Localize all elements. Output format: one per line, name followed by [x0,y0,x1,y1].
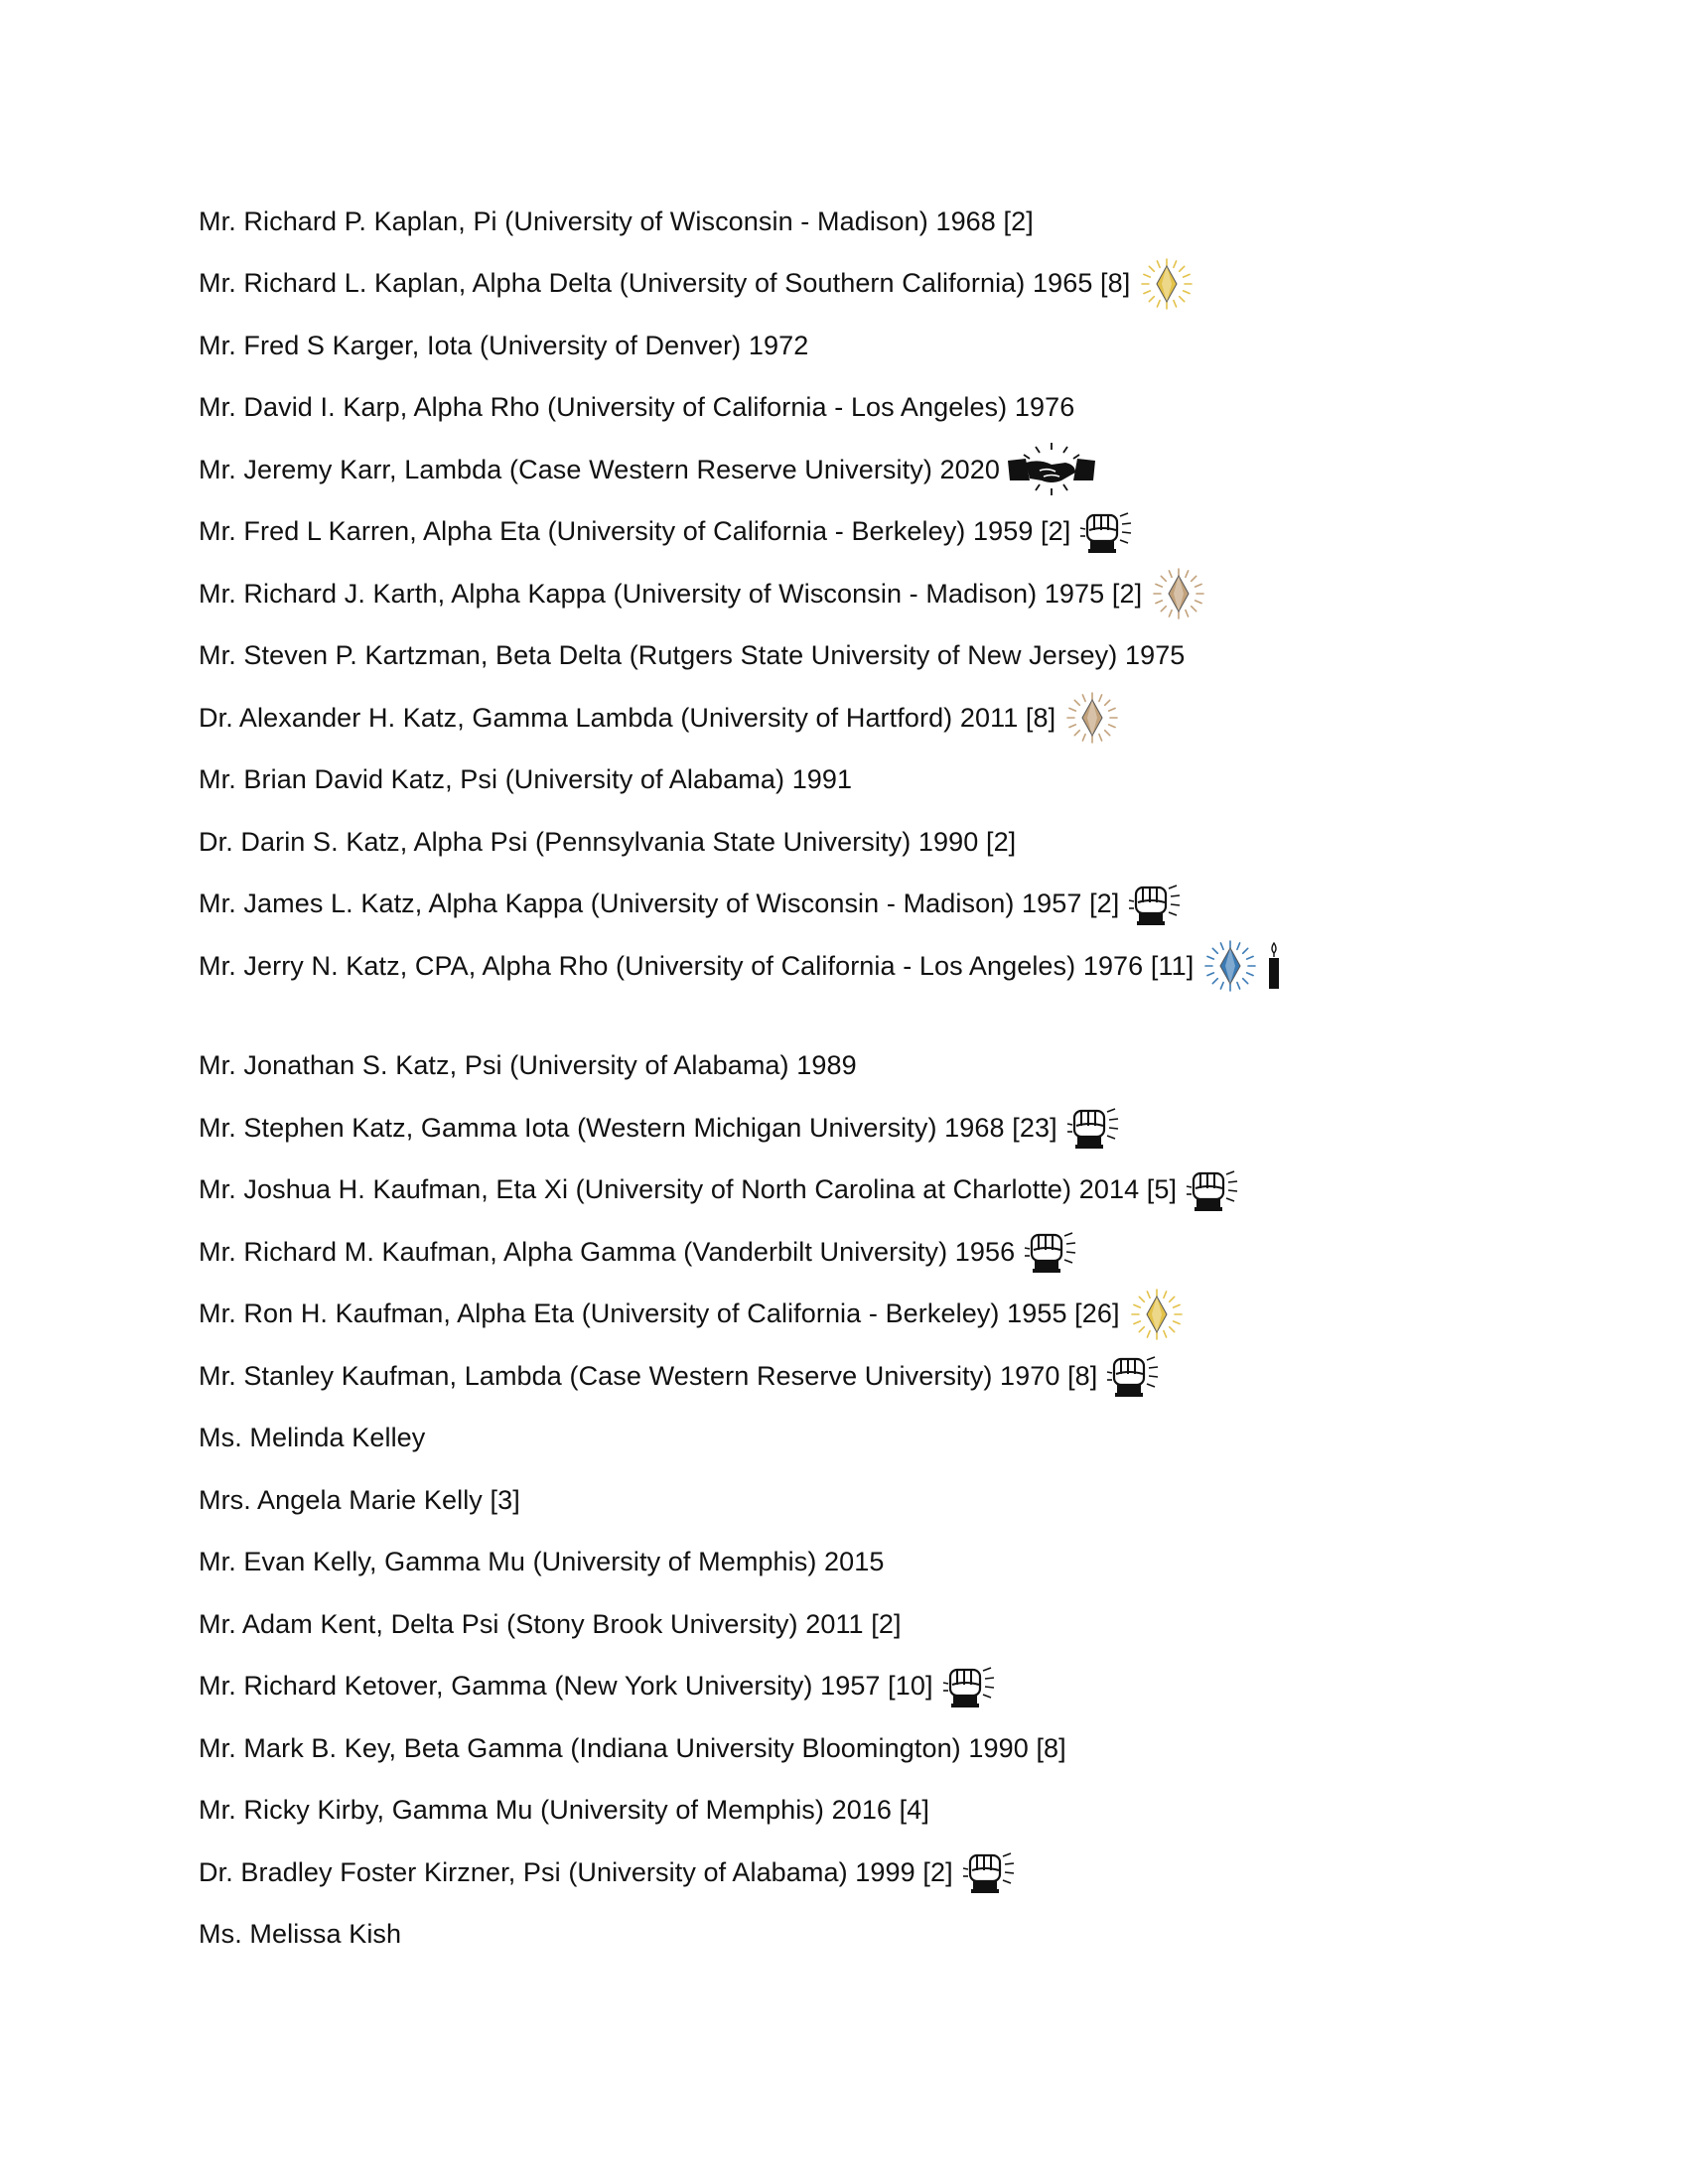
entry-icons [1021,1228,1080,1276]
entry-text: Mr. Ron H. Kaufman, Alpha Eta (University of California - Berkeley) 1955 [26] [199,1298,1120,1329]
entry-text: Mr. Stephen Katz, Gamma Iota (Western Michigan University) 1968 [23] [199,1112,1057,1143]
entry-text: Dr. Alexander H. Katz, Gamma Lambda (University of Hartford) 2011 [8] [199,702,1056,733]
entry-text: Mr. Richard P. Kaplan, Pi (University of Wisconsin - Madison) 1968 [2] [199,205,1034,236]
entry-icons [1006,441,1099,498]
list-item [199,750,1589,812]
raised-fist-icon [939,1663,997,1710]
handshake-icon [1006,441,1097,498]
raised-fist-icon [959,1848,1017,1896]
list-item [199,1345,1589,1408]
entry-text: Mr. Joshua H. Kaufman, Eta Xi (University of North Carolina at Charlotte) 2014 [5] [199,1174,1178,1205]
entry-icons [1199,938,1287,994]
entry-text: Ms. Melinda Kelley [199,1423,426,1453]
candle-icon [1263,941,1285,991]
list-item [199,501,1589,564]
entry-icons [1076,508,1136,556]
raised-fist-icon [1103,1352,1161,1400]
list-item [199,1221,1589,1284]
donor-list [199,191,1589,1966]
entry-icons [1063,1104,1123,1152]
list-item [199,1842,1589,1904]
list-item [199,1284,1589,1346]
entry-text: Mr. Jerry N. Katz, CPA, Alpha Rho (University of California - Los Angeles) 1976 [11] [199,950,1195,981]
entry-text: Mr. Richard Ketover, Gamma (New York University) 1957 [10] [199,1671,933,1702]
entry-text: Mr. Mark B. Key, Beta Gamma (Indiana University Bloomington) 1990 [8] [199,1732,1066,1763]
list-item [199,1160,1589,1222]
list-item [199,1780,1589,1843]
list-item [199,687,1589,750]
entry-icons [1183,1166,1242,1214]
entry-icons [1148,566,1211,621]
entry-text: Dr. Bradley Foster Kirzner, Psi (University of Alabama) 1999 [2] [199,1856,953,1887]
entry-text: Mr. Jeremy Karr, Lambda (Case Western Reserve University) 2020 [199,454,1000,484]
entry-text: Mr. Fred S Karger, Iota (University of Denver) 1972 [199,330,809,360]
raised-fist-icon [1021,1228,1078,1276]
raised-fist-icon [1076,508,1134,556]
list-item [199,191,1589,253]
entry-text: Mr. Richard L. Kaplan, Alpha Delta (University of Southern California) 1965 [8] [199,268,1131,299]
entry-text: Mr. James L. Katz, Alpha Kappa (University of Wisconsin - Madison) 1957 [2] [199,888,1120,919]
list-item [199,1097,1589,1160]
entry-text: Mr. Ricky Kirby, Gamma Mu (University of Memphis) 2016 [4] [199,1795,929,1826]
list-item [199,377,1589,440]
list-item [199,1532,1589,1594]
entry-text: Mr. Richard M. Kaufman, Alpha Gamma (Vanderbilt University) 1956 [199,1236,1016,1267]
list-item [199,315,1589,377]
list-item [199,1469,1589,1532]
list-item [199,1593,1589,1656]
entry-text: Mr. Richard J. Karth, Alpha Kappa (University of Wisconsin - Madison) 1975 [2] [199,578,1143,609]
tan-diamond-icon [1061,690,1123,746]
entry-icons [1125,881,1185,928]
gold-diamond-icon [1126,1287,1188,1342]
list-item [199,1035,1589,1098]
entry-text: Ms. Melissa Kish [199,1919,402,1950]
entry-icons [1126,1287,1190,1342]
list-item [199,439,1589,501]
entry-text: Mr. Jonathan S. Katz, Psi (University of Alabama) 1989 [199,1050,857,1081]
list-item [199,1656,1589,1718]
entry-text: Mr. Steven P. Kartzman, Beta Delta (Rutgers State University of New Jersey) 1975 [199,640,1186,671]
list-item [199,811,1589,874]
entry-icons [959,1848,1019,1896]
list-item [199,1717,1589,1780]
entry-text: Mrs. Angela Marie Kelly [3] [199,1484,520,1515]
gold-diamond-icon [1136,256,1197,312]
entry-icons [1136,256,1199,312]
entry-text: Mr. Adam Kent, Delta Psi (Stony Brook University) 2011 [2] [199,1608,902,1639]
entry-icons [1061,690,1125,746]
entry-text: Mr. Fred L Karren, Alpha Eta (University of California - Berkeley) 1959 [2] [199,516,1071,547]
blue-diamond-icon [1199,938,1261,994]
entry-text: Mr. David I. Karp, Alpha Rho (University of California - Los Angeles) 1976 [199,392,1075,423]
list-item [199,563,1589,625]
list-item [199,625,1589,688]
entry-icons [939,1663,999,1710]
entry-text: Mr. Stanley Kaufman, Lambda (Case Western Reserve University) 1970 [8] [199,1360,1098,1391]
entry-text: Mr. Brian David Katz, Psi (University of Alabama) 1991 [199,764,853,795]
raised-fist-icon [1183,1166,1240,1214]
list-item [199,253,1589,316]
list-item [199,874,1589,936]
entry-text: Dr. Darin S. Katz, Alpha Psi (Pennsylvania State University) 1990 [2] [199,826,1017,857]
entry-text: Mr. Evan Kelly, Gamma Mu (University of Memphis) 2015 [199,1547,885,1577]
tan-diamond-icon [1148,566,1209,621]
raised-fist-icon [1063,1104,1121,1152]
list-item [199,1408,1589,1470]
list-item [199,1904,1589,1967]
raised-fist-icon [1125,881,1183,928]
list-item [199,935,1589,998]
entry-icons [1103,1352,1163,1400]
